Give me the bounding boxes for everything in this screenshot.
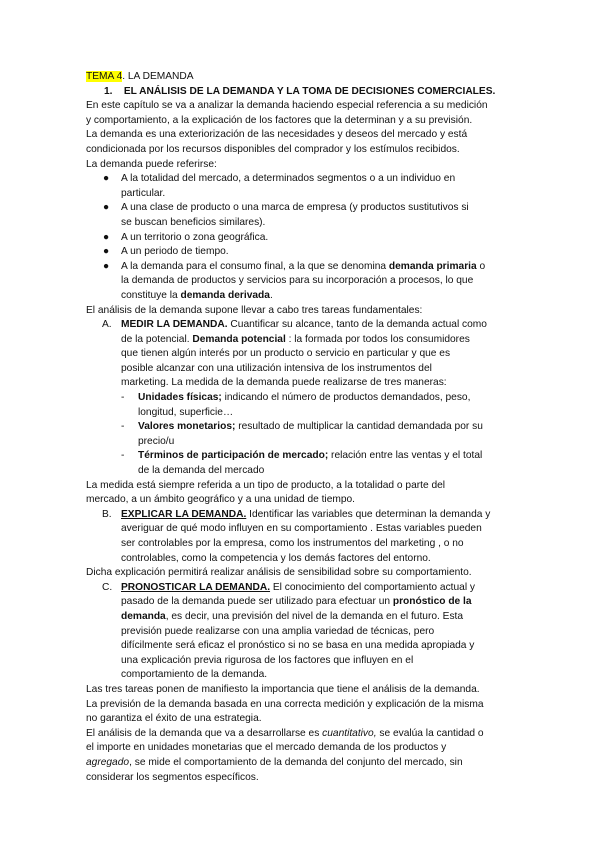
bullet-item-continuation: particular. (121, 187, 166, 199)
task-c-line: una explicación previa rigurosa de los factores que influyen en el (121, 654, 414, 666)
section-number: 1. (104, 85, 113, 97)
task-b-marker: B. (102, 508, 112, 520)
intro-line: y comportamiento, a la explicación de los factores que la determinan y a su previsión. (86, 114, 473, 126)
task-c-line: pasado de la demanda puede ser utilizado para efectuar un pronóstico de la (121, 596, 472, 608)
task-c-marker: C. (102, 581, 113, 593)
explain-note: Dicha explicación permitirá realizar análisis de sensibilidad sobre su comportamiento. (86, 567, 472, 579)
title-highlight: TEMA 4 (86, 71, 123, 82)
dash-item-continuation: de la demanda del mercado (138, 465, 265, 477)
title-rest: . LA DEMANDA (122, 71, 194, 82)
dash-item-continuation: longitud, superficie… (138, 406, 234, 418)
dash-item: - Términos de participación de mercado; relación entre las ventas y el total (86, 449, 518, 464)
term-demanda-derivada: demanda derivada (180, 289, 270, 301)
bullet-item-continuation: constituye la demanda derivada. (121, 289, 273, 301)
bullet-icon: ● (103, 202, 110, 214)
task-a-line: posible alcanzar con una utilización intensiva de los instrumentos del (121, 362, 432, 374)
term-pronostico: pronóstico de la (392, 596, 472, 608)
page-title (86, 70, 518, 85)
term-participacion-mercado: Términos de participación de mercado; (138, 450, 329, 462)
task-c: C. PRONOSTICAR LA DEMANDA. El conocimiento del comportamiento actual y (86, 581, 518, 596)
task-a-line: marketing. La medida de la demanda puede realizarse de tres maneras: (121, 377, 447, 389)
task-a: A. MEDIR LA DEMANDA. Cuantificar su alcance, tanto de la demanda actual como (86, 318, 518, 333)
task-a-marker: A. (102, 319, 112, 331)
document-body (86, 70, 518, 785)
dash-item: - Unidades físicas; indicando el número de productos demandados, peso, (86, 391, 518, 406)
task-b-line: ser controlables por la empresa, como los instrumentos del marketing , o no (121, 538, 464, 549)
bullet-item: ● A un periodo de tiempo. (86, 245, 518, 260)
term-demanda: demanda (121, 610, 166, 622)
task-a-line: que tienen algún interés por un producto o servicio en particular y que es (121, 348, 451, 360)
task-c-line: difícilmente será eficaz el pronóstico si no se basa en una medida apropiada y (121, 640, 475, 652)
closing-line: agregado, se mide el comportamiento de la demanda del conjunto del mercado, sin (86, 756, 463, 768)
measure-note-line: mercado, a un ámbito geográfico y a una unidad de tiempo. (86, 494, 356, 506)
dash-item: - Valores monetarios; resultado de multiplicar la cantidad demandada por su (86, 420, 518, 435)
section-heading (86, 85, 518, 100)
bullet-item: ● A la totalidad del mercado, a determinados segmentos o a un individuo en (86, 172, 518, 187)
task-c-title: PRONOSTICAR LA DEMANDA. (121, 581, 271, 593)
intro-line: condicionada por los recursos disponibles del comprador y los estímulos recibidos. (86, 143, 460, 155)
bullet-item: ● A la demanda para el consumo final, a la que se denomina demanda primaria o (86, 260, 518, 275)
closing-line: considerar los segmentos específicos. (86, 771, 259, 783)
bullet-icon: ● (103, 260, 110, 272)
task-b-line: averiguar de qué modo influyen en su comportamiento . Estas variables pueden (121, 523, 482, 535)
dash-item-continuation: precio/u (138, 435, 175, 447)
dash-marker: - (121, 450, 125, 462)
closing-line: el importe en unidades monetarias que el mercado demanda de los productos y (86, 742, 447, 754)
bullet-item-continuation: la demanda de productos y servicios para su incorporación a procesos, lo que (121, 275, 474, 287)
bullet-item-continuation: se buscan beneficios similares). (121, 216, 266, 228)
term-cuantitativo: cuantitativo, (322, 727, 377, 739)
bullet-item: ● A una clase de producto o una marca de empresa (y productos sustitutivos si (86, 201, 518, 216)
dash-marker: - (121, 421, 125, 433)
term-demanda-primaria: demanda primaria (388, 260, 477, 272)
intro-line: La demanda es una exteriorización de las necesidades y deseos del mercado y está (86, 129, 468, 141)
term-unidades-fisicas: Unidades físicas; (138, 392, 222, 404)
intro-line: En este capítulo se va a analizar la demanda haciendo especial referencia a su medición (86, 100, 488, 112)
bullet-icon: ● (103, 173, 110, 185)
measure-note-line: La medida está siempre referida a un tipo de producto, a la totalidad o parte del (86, 479, 446, 491)
bullet-item: ● A un territorio o zona geográfica. (86, 231, 518, 246)
bullet-icon: ● (103, 246, 110, 258)
term-valores-monetarios: Valores monetarios; (138, 421, 236, 433)
task-b-title: EXPLICAR LA DEMANDA. (121, 508, 247, 520)
closing-line: no garantiza el éxito de una estrategia. (86, 713, 262, 725)
closing-line: La previsión de la demanda basada en una correcta medición y explicación de la misma (86, 698, 484, 710)
dash-marker: - (121, 392, 125, 404)
section-heading-text: EL ANÁLISIS DE LA DEMANDA Y LA TOMA DE DECISIONES COMERCIALES. (123, 85, 496, 97)
term-agregado: agregado (86, 756, 130, 768)
closing-line: El análisis de la demanda que va a desarrollarse es cuantitativo, se evalúa la cantidad o (86, 727, 484, 739)
bullet-icon: ● (103, 231, 110, 243)
task-a-title: MEDIR LA DEMANDA. (121, 319, 228, 331)
task-c-line: comportamiento de la demanda. (121, 669, 268, 681)
term-demanda-potencial: Demanda potencial (192, 333, 286, 345)
closing-line: Las tres tareas ponen de manifiesto la importancia que tiene el análisis de la demanda. (86, 683, 480, 695)
task-b-line: controlables, como la competencia y los demás factores del entorno. (121, 552, 431, 564)
task-b: B. EXPLICAR LA DEMANDA. Identificar las variables que determinan la demanda y (86, 508, 518, 523)
task-a-line: de la potencial. Demanda potencial : la formada por todos los consumidores (121, 333, 470, 345)
task-c-line: demanda, es decir, una previsión del nivel de la demanda en el futuro. Esta (121, 610, 464, 622)
intro-line: La demanda puede referirse: (86, 158, 217, 170)
tasks-intro: El análisis de la demanda supone llevar a cabo tres tareas fundamentales: (86, 304, 423, 316)
task-c-line: previsión puede realizarse con una amplia variedad de técnicas, pero (121, 625, 435, 637)
